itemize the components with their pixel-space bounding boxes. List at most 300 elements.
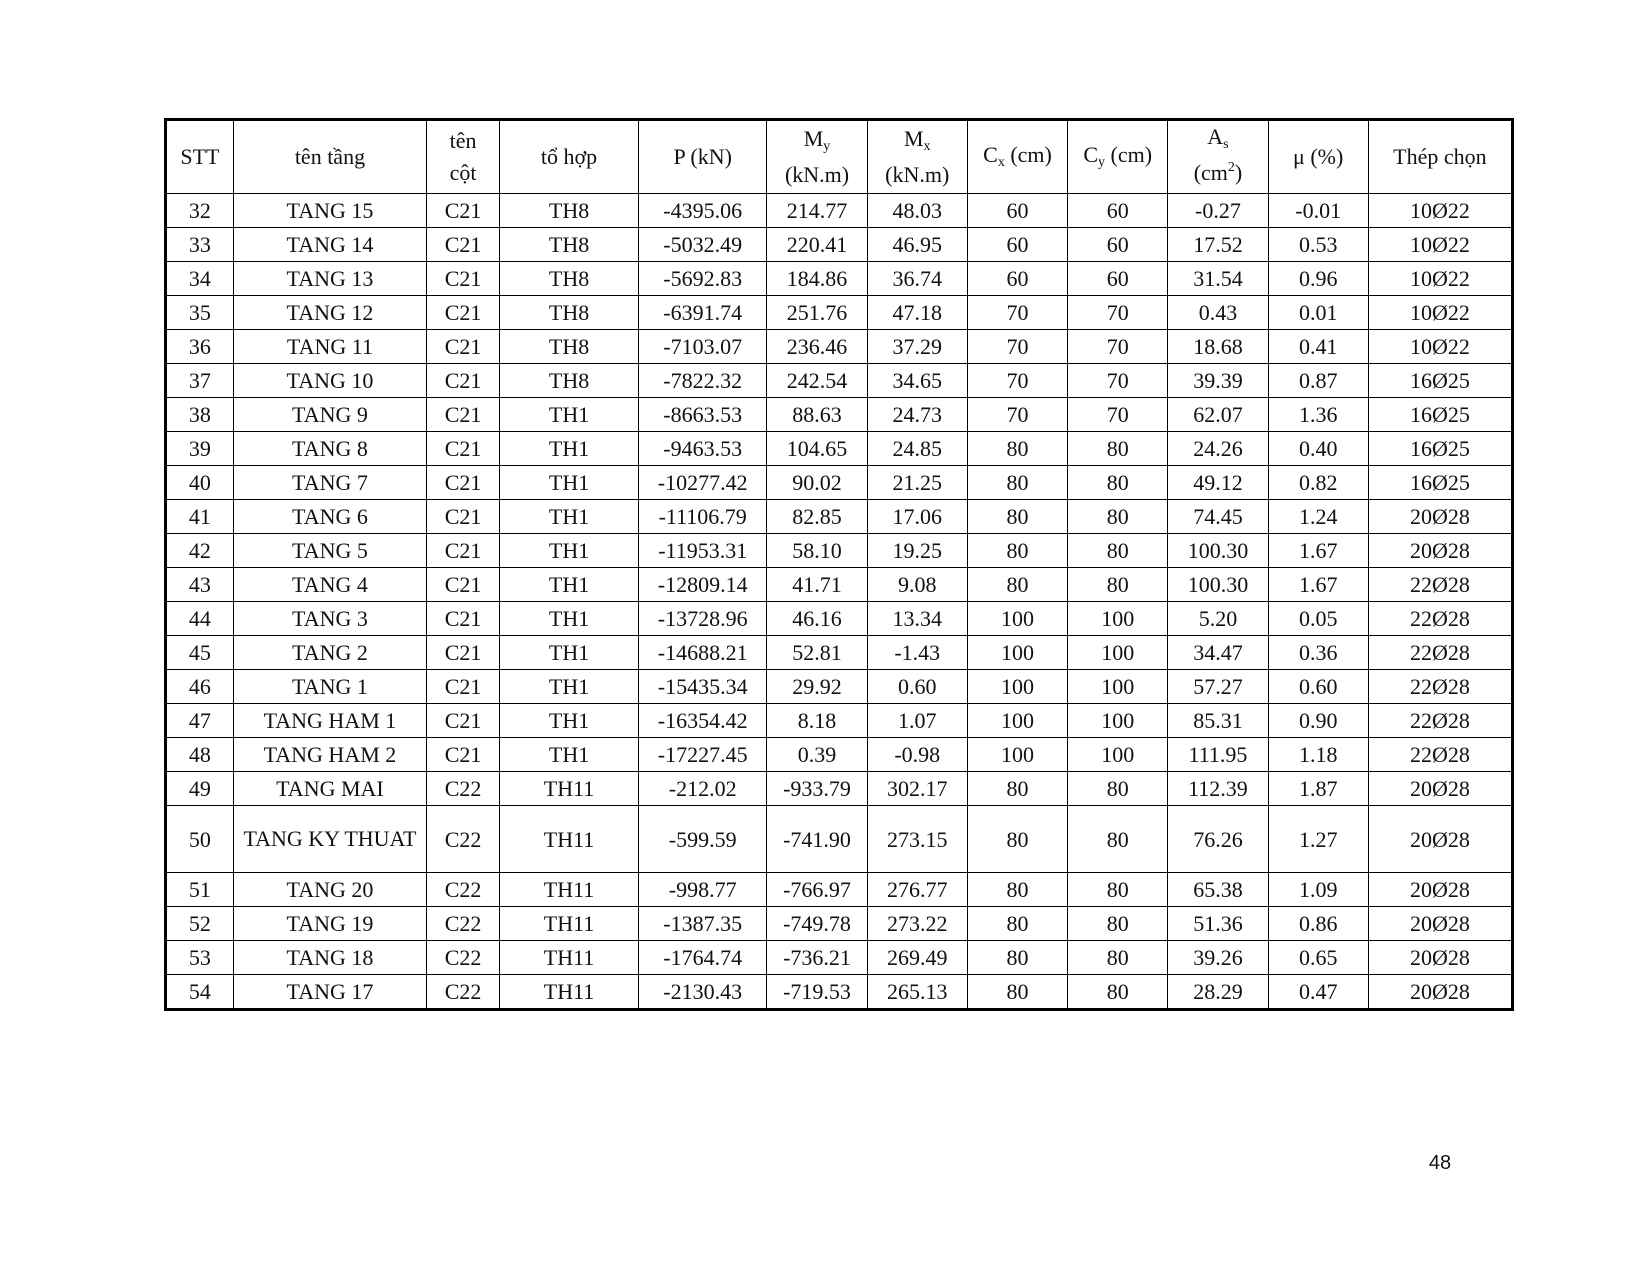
cell-steel-area: 18.68 xyxy=(1168,330,1268,364)
cell-floor: TANG 19 xyxy=(233,907,426,941)
cell-column-name: C22 xyxy=(427,873,500,907)
cell-axial-force: -4395.06 xyxy=(638,194,766,228)
cell-combination: TH1 xyxy=(500,568,639,602)
cell-axial-force: -11953.31 xyxy=(638,534,766,568)
cell-stt: 37 xyxy=(166,364,234,398)
cell-stt: 47 xyxy=(166,704,234,738)
table-row xyxy=(166,636,1513,670)
cell-stt: 35 xyxy=(166,296,234,330)
cell-cy: 70 xyxy=(1068,398,1168,432)
cell-moment-x: 302.17 xyxy=(867,772,967,806)
table-row xyxy=(166,873,1513,907)
cell-reinforcement-ratio: 0.82 xyxy=(1268,466,1368,500)
header-mx-unit: (kN.m) xyxy=(885,162,950,187)
cell-selected-steel: 16Ø25 xyxy=(1368,466,1512,500)
cell-cx: 80 xyxy=(967,941,1067,975)
cell-axial-force: -599.59 xyxy=(638,806,766,873)
cell-steel-area: 34.47 xyxy=(1168,636,1268,670)
cell-column-name: C22 xyxy=(427,806,500,873)
cell-reinforcement-ratio: 0.87 xyxy=(1268,364,1368,398)
cell-steel-area: 112.39 xyxy=(1168,772,1268,806)
header-reinforcement-ratio: μ (%) xyxy=(1268,120,1368,194)
cell-combination: TH1 xyxy=(500,398,639,432)
cell-moment-y: 46.16 xyxy=(767,602,867,636)
cell-cx: 100 xyxy=(967,636,1067,670)
cell-floor: TANG HAM 1 xyxy=(233,704,426,738)
cell-cx: 80 xyxy=(967,500,1067,534)
cell-stt: 51 xyxy=(166,873,234,907)
cell-selected-steel: 20Ø28 xyxy=(1368,907,1512,941)
cell-steel-area: 85.31 xyxy=(1168,704,1268,738)
cell-cx: 80 xyxy=(967,806,1067,873)
cell-selected-steel: 16Ø25 xyxy=(1368,432,1512,466)
cell-cx: 100 xyxy=(967,602,1067,636)
cell-axial-force: -998.77 xyxy=(638,873,766,907)
cell-floor: TANG 14 xyxy=(233,228,426,262)
cell-column-name: C21 xyxy=(427,602,500,636)
cell-axial-force: -6391.74 xyxy=(638,296,766,330)
cell-cy: 60 xyxy=(1068,228,1168,262)
cell-column-name: C21 xyxy=(427,534,500,568)
cell-floor: TANG 5 xyxy=(233,534,426,568)
cell-steel-area: 5.20 xyxy=(1168,602,1268,636)
cell-floor: TANG 11 xyxy=(233,330,426,364)
cell-cy: 80 xyxy=(1068,772,1168,806)
cell-selected-steel: 22Ø28 xyxy=(1368,602,1512,636)
cell-reinforcement-ratio: -0.01 xyxy=(1268,194,1368,228)
table-row xyxy=(166,228,1513,262)
cell-combination: TH11 xyxy=(500,941,639,975)
cell-reinforcement-ratio: 1.24 xyxy=(1268,500,1368,534)
cell-cy: 80 xyxy=(1068,975,1168,1010)
cell-reinforcement-ratio: 1.67 xyxy=(1268,568,1368,602)
cell-moment-x: 19.25 xyxy=(867,534,967,568)
cell-cx: 80 xyxy=(967,907,1067,941)
table-row xyxy=(166,330,1513,364)
cell-cx: 80 xyxy=(967,466,1067,500)
cell-cx: 60 xyxy=(967,194,1067,228)
cell-selected-steel: 20Ø28 xyxy=(1368,500,1512,534)
cell-axial-force: -7103.07 xyxy=(638,330,766,364)
cell-moment-y: -933.79 xyxy=(767,772,867,806)
cell-column-name: C21 xyxy=(427,262,500,296)
header-axial-force: P (kN) xyxy=(638,120,766,194)
header-cy-unit: (cm) xyxy=(1105,142,1153,167)
cell-reinforcement-ratio: 0.40 xyxy=(1268,432,1368,466)
table-row xyxy=(166,602,1513,636)
cell-moment-x: -1.43 xyxy=(867,636,967,670)
cell-moment-x: 37.29 xyxy=(867,330,967,364)
cell-column-name: C21 xyxy=(427,466,500,500)
cell-moment-x: 48.03 xyxy=(867,194,967,228)
cell-combination: TH8 xyxy=(500,296,639,330)
cell-column-name: C22 xyxy=(427,975,500,1010)
cell-stt: 32 xyxy=(166,194,234,228)
cell-moment-y: -719.53 xyxy=(767,975,867,1010)
cell-combination: TH1 xyxy=(500,636,639,670)
cell-cy: 70 xyxy=(1068,296,1168,330)
cell-cx: 70 xyxy=(967,330,1067,364)
cell-floor: TANG 17 xyxy=(233,975,426,1010)
table-row xyxy=(166,738,1513,772)
cell-moment-y: 236.46 xyxy=(767,330,867,364)
table-row xyxy=(166,568,1513,602)
cell-cy: 60 xyxy=(1068,262,1168,296)
cell-combination: TH11 xyxy=(500,975,639,1010)
cell-reinforcement-ratio: 0.47 xyxy=(1268,975,1368,1010)
cell-reinforcement-ratio: 0.36 xyxy=(1268,636,1368,670)
cell-steel-area: 111.95 xyxy=(1168,738,1268,772)
cell-steel-area: 39.39 xyxy=(1168,364,1268,398)
page-number: 48 xyxy=(1428,1152,1452,1174)
cell-moment-y: 82.85 xyxy=(767,500,867,534)
cell-moment-y: -766.97 xyxy=(767,873,867,907)
cell-moment-x: 36.74 xyxy=(867,262,967,296)
table-row xyxy=(166,975,1513,1010)
column-reinforcement-table xyxy=(164,118,1514,1011)
header-floor: tên tầng xyxy=(233,120,426,194)
cell-stt: 33 xyxy=(166,228,234,262)
cell-moment-x: 47.18 xyxy=(867,296,967,330)
cell-cx: 80 xyxy=(967,432,1067,466)
cell-combination: TH8 xyxy=(500,194,639,228)
cell-combination: TH8 xyxy=(500,262,639,296)
cell-selected-steel: 20Ø28 xyxy=(1368,806,1512,873)
cell-cy: 60 xyxy=(1068,194,1168,228)
cell-stt: 43 xyxy=(166,568,234,602)
cell-stt: 42 xyxy=(166,534,234,568)
cell-moment-y: 184.86 xyxy=(767,262,867,296)
table-row xyxy=(166,296,1513,330)
header-column-name-line2: cột xyxy=(449,160,477,185)
cell-column-name: C21 xyxy=(427,364,500,398)
cell-axial-force: -13728.96 xyxy=(638,602,766,636)
cell-cy: 80 xyxy=(1068,500,1168,534)
cell-steel-area: 49.12 xyxy=(1168,466,1268,500)
cell-floor: TANG 8 xyxy=(233,432,426,466)
cell-axial-force: -212.02 xyxy=(638,772,766,806)
cell-axial-force: -10277.42 xyxy=(638,466,766,500)
cell-column-name: C21 xyxy=(427,500,500,534)
cell-stt: 50 xyxy=(166,806,234,873)
cell-stt: 53 xyxy=(166,941,234,975)
cell-stt: 41 xyxy=(166,500,234,534)
header-column-name xyxy=(427,120,500,194)
cell-cx: 100 xyxy=(967,670,1067,704)
cell-combination: TH1 xyxy=(500,432,639,466)
cell-column-name: C21 xyxy=(427,296,500,330)
cell-moment-x: 24.85 xyxy=(867,432,967,466)
cell-combination: TH1 xyxy=(500,602,639,636)
cell-selected-steel: 10Ø22 xyxy=(1368,262,1512,296)
cell-floor: TANG 4 xyxy=(233,568,426,602)
cell-cx: 100 xyxy=(967,704,1067,738)
cell-moment-x: 46.95 xyxy=(867,228,967,262)
cell-combination: TH1 xyxy=(500,534,639,568)
cell-column-name: C21 xyxy=(427,636,500,670)
header-my-unit: (kN.m) xyxy=(784,162,850,187)
cell-stt: 40 xyxy=(166,466,234,500)
cell-floor: TANG 18 xyxy=(233,941,426,975)
cell-moment-x: 265.13 xyxy=(867,975,967,1010)
cell-steel-area: 0.43 xyxy=(1168,296,1268,330)
cell-reinforcement-ratio: 0.41 xyxy=(1268,330,1368,364)
cell-floor: TANG 3 xyxy=(233,602,426,636)
cell-column-name: C21 xyxy=(427,228,500,262)
cell-selected-steel: 16Ø25 xyxy=(1368,364,1512,398)
header-stt: STT xyxy=(166,120,234,194)
header-cx-sub: x xyxy=(997,155,1005,170)
cell-column-name: C22 xyxy=(427,772,500,806)
cell-steel-area: 100.30 xyxy=(1168,534,1268,568)
cell-selected-steel: 10Ø22 xyxy=(1368,194,1512,228)
table-row xyxy=(166,194,1513,228)
cell-moment-y: 104.65 xyxy=(767,432,867,466)
cell-moment-x: 21.25 xyxy=(867,466,967,500)
cell-moment-y: 41.71 xyxy=(767,568,867,602)
cell-axial-force: -12809.14 xyxy=(638,568,766,602)
cell-reinforcement-ratio: 0.90 xyxy=(1268,704,1368,738)
cell-column-name: C21 xyxy=(427,738,500,772)
header-mx-base: M xyxy=(903,126,924,151)
cell-combination: TH1 xyxy=(500,466,639,500)
cell-steel-area: 24.26 xyxy=(1168,432,1268,466)
cell-cy: 100 xyxy=(1068,602,1168,636)
header-moment-y xyxy=(767,120,867,194)
cell-selected-steel: 22Ø28 xyxy=(1368,704,1512,738)
table-row xyxy=(166,704,1513,738)
table-row xyxy=(166,364,1513,398)
cell-combination: TH11 xyxy=(500,907,639,941)
cell-floor: TANG 12 xyxy=(233,296,426,330)
cell-axial-force: -15435.34 xyxy=(638,670,766,704)
cell-moment-x: 17.06 xyxy=(867,500,967,534)
header-as-unit-pre: (cm xyxy=(1193,160,1228,185)
cell-moment-x: 1.07 xyxy=(867,704,967,738)
cell-moment-x: -0.98 xyxy=(867,738,967,772)
cell-combination: TH1 xyxy=(500,670,639,704)
cell-selected-steel: 20Ø28 xyxy=(1368,534,1512,568)
header-as-sub: s xyxy=(1223,137,1229,152)
cell-steel-area: 65.38 xyxy=(1168,873,1268,907)
cell-stt: 44 xyxy=(166,602,234,636)
cell-combination: TH8 xyxy=(500,330,639,364)
table-row xyxy=(166,432,1513,466)
cell-cx: 60 xyxy=(967,228,1067,262)
cell-cy: 80 xyxy=(1068,873,1168,907)
cell-axial-force: -1764.74 xyxy=(638,941,766,975)
cell-axial-force: -11106.79 xyxy=(638,500,766,534)
cell-combination: TH8 xyxy=(500,364,639,398)
cell-axial-force: -2130.43 xyxy=(638,975,766,1010)
cell-cx: 80 xyxy=(967,873,1067,907)
cell-stt: 45 xyxy=(166,636,234,670)
cell-floor: TANG 9 xyxy=(233,398,426,432)
cell-floor: TANG 6 xyxy=(233,500,426,534)
cell-selected-steel: 20Ø28 xyxy=(1368,941,1512,975)
cell-moment-y: 52.81 xyxy=(767,636,867,670)
cell-reinforcement-ratio: 1.18 xyxy=(1268,738,1368,772)
cell-selected-steel: 22Ø28 xyxy=(1368,670,1512,704)
cell-cx: 70 xyxy=(967,296,1067,330)
cell-axial-force: -5032.49 xyxy=(638,228,766,262)
cell-combination: TH1 xyxy=(500,738,639,772)
cell-selected-steel: 22Ø28 xyxy=(1368,568,1512,602)
cell-reinforcement-ratio: 0.65 xyxy=(1268,941,1368,975)
cell-moment-x: 273.15 xyxy=(867,806,967,873)
cell-cy: 80 xyxy=(1068,534,1168,568)
cell-steel-area: 76.26 xyxy=(1168,806,1268,873)
cell-stt: 39 xyxy=(166,432,234,466)
cell-cy: 80 xyxy=(1068,941,1168,975)
cell-steel-area: 57.27 xyxy=(1168,670,1268,704)
cell-moment-y: 242.54 xyxy=(767,364,867,398)
cell-floor: TANG 7 xyxy=(233,466,426,500)
cell-cy: 80 xyxy=(1068,466,1168,500)
cell-floor: TANG MAI xyxy=(233,772,426,806)
cell-steel-area: 28.29 xyxy=(1168,975,1268,1010)
header-my-base: M xyxy=(803,126,824,151)
cell-moment-x: 34.65 xyxy=(867,364,967,398)
header-as-base: A xyxy=(1207,124,1224,149)
cell-floor: TANG 13 xyxy=(233,262,426,296)
table-header-row xyxy=(166,120,1513,194)
cell-cx: 80 xyxy=(967,772,1067,806)
cell-floor: TANG HAM 2 xyxy=(233,738,426,772)
cell-stt: 34 xyxy=(166,262,234,296)
cell-stt: 48 xyxy=(166,738,234,772)
cell-combination: TH11 xyxy=(500,772,639,806)
cell-axial-force: -7822.32 xyxy=(638,364,766,398)
cell-combination: TH8 xyxy=(500,228,639,262)
table-row xyxy=(166,500,1513,534)
cell-moment-x: 276.77 xyxy=(867,873,967,907)
cell-cy: 100 xyxy=(1068,704,1168,738)
cell-column-name: C22 xyxy=(427,907,500,941)
cell-moment-x: 24.73 xyxy=(867,398,967,432)
cell-steel-area: 39.26 xyxy=(1168,941,1268,975)
cell-reinforcement-ratio: 0.53 xyxy=(1268,228,1368,262)
cell-moment-x: 13.34 xyxy=(867,602,967,636)
cell-cy: 80 xyxy=(1068,432,1168,466)
cell-combination: TH1 xyxy=(500,704,639,738)
cell-selected-steel: 20Ø28 xyxy=(1368,772,1512,806)
table-row xyxy=(166,534,1513,568)
header-selected-steel: Thép chọn xyxy=(1368,120,1512,194)
cell-stt: 36 xyxy=(166,330,234,364)
cell-reinforcement-ratio: 0.01 xyxy=(1268,296,1368,330)
cell-selected-steel: 20Ø28 xyxy=(1368,975,1512,1010)
cell-selected-steel: 16Ø25 xyxy=(1368,398,1512,432)
header-column-name-line1: tên xyxy=(449,128,477,153)
cell-moment-y: -741.90 xyxy=(767,806,867,873)
table-row xyxy=(166,466,1513,500)
cell-selected-steel: 22Ø28 xyxy=(1368,738,1512,772)
cell-column-name: C21 xyxy=(427,398,500,432)
cell-moment-y: 8.18 xyxy=(767,704,867,738)
header-cx-base: C xyxy=(983,142,998,167)
cell-reinforcement-ratio: 1.27 xyxy=(1268,806,1368,873)
cell-steel-area: 31.54 xyxy=(1168,262,1268,296)
table-body xyxy=(166,194,1513,1010)
header-as-unit-post: ) xyxy=(1234,160,1243,185)
cell-axial-force: -17227.45 xyxy=(638,738,766,772)
cell-column-name: C21 xyxy=(427,432,500,466)
table-row xyxy=(166,670,1513,704)
cell-column-name: C22 xyxy=(427,941,500,975)
cell-moment-y: -749.78 xyxy=(767,907,867,941)
cell-column-name: C21 xyxy=(427,194,500,228)
header-my-sub: y xyxy=(823,139,831,154)
cell-selected-steel: 10Ø22 xyxy=(1368,330,1512,364)
cell-cy: 100 xyxy=(1068,636,1168,670)
header-cx-unit: (cm) xyxy=(1004,142,1052,167)
cell-cy: 80 xyxy=(1068,806,1168,873)
header-cy-sub: y xyxy=(1098,155,1106,170)
cell-moment-x: 273.22 xyxy=(867,907,967,941)
cell-cy: 70 xyxy=(1068,330,1168,364)
cell-moment-y: 251.76 xyxy=(767,296,867,330)
cell-steel-area: -0.27 xyxy=(1168,194,1268,228)
cell-moment-y: 0.39 xyxy=(767,738,867,772)
cell-stt: 52 xyxy=(166,907,234,941)
table-row xyxy=(166,262,1513,296)
header-cy-base: C xyxy=(1083,142,1099,167)
cell-reinforcement-ratio: 0.86 xyxy=(1268,907,1368,941)
header-as-unit-sup: 2 xyxy=(1227,160,1235,175)
cell-combination: TH11 xyxy=(500,806,639,873)
cell-moment-y: -736.21 xyxy=(767,941,867,975)
cell-cy: 70 xyxy=(1068,364,1168,398)
cell-reinforcement-ratio: 0.96 xyxy=(1268,262,1368,296)
cell-cy: 80 xyxy=(1068,907,1168,941)
cell-cx: 70 xyxy=(967,364,1067,398)
cell-axial-force: -16354.42 xyxy=(638,704,766,738)
cell-moment-y: 90.02 xyxy=(767,466,867,500)
cell-moment-y: 220.41 xyxy=(767,228,867,262)
header-steel-area xyxy=(1168,120,1268,194)
cell-cx: 70 xyxy=(967,398,1067,432)
cell-moment-x: 9.08 xyxy=(867,568,967,602)
cell-selected-steel: 22Ø28 xyxy=(1368,636,1512,670)
cell-stt: 46 xyxy=(166,670,234,704)
cell-moment-x: 269.49 xyxy=(867,941,967,975)
cell-axial-force: -14688.21 xyxy=(638,636,766,670)
cell-floor: TANG 20 xyxy=(233,873,426,907)
cell-combination: TH11 xyxy=(500,873,639,907)
header-moment-x xyxy=(867,120,967,194)
cell-steel-area: 74.45 xyxy=(1168,500,1268,534)
cell-floor: TANG 2 xyxy=(233,636,426,670)
cell-column-name: C21 xyxy=(427,670,500,704)
cell-cx: 80 xyxy=(967,975,1067,1010)
cell-reinforcement-ratio: 1.09 xyxy=(1268,873,1368,907)
header-combination: tổ hợp xyxy=(500,120,639,194)
header-cx xyxy=(967,120,1067,194)
cell-floor: TANG 15 xyxy=(233,194,426,228)
header-mx-sub: x xyxy=(923,139,931,154)
cell-steel-area: 17.52 xyxy=(1168,228,1268,262)
cell-cy: 80 xyxy=(1068,568,1168,602)
table-row xyxy=(166,398,1513,432)
table-row xyxy=(166,907,1513,941)
cell-reinforcement-ratio: 0.05 xyxy=(1268,602,1368,636)
cell-moment-y: 214.77 xyxy=(767,194,867,228)
cell-axial-force: -9463.53 xyxy=(638,432,766,466)
cell-axial-force: -1387.35 xyxy=(638,907,766,941)
cell-reinforcement-ratio: 1.67 xyxy=(1268,534,1368,568)
cell-reinforcement-ratio: 1.87 xyxy=(1268,772,1368,806)
